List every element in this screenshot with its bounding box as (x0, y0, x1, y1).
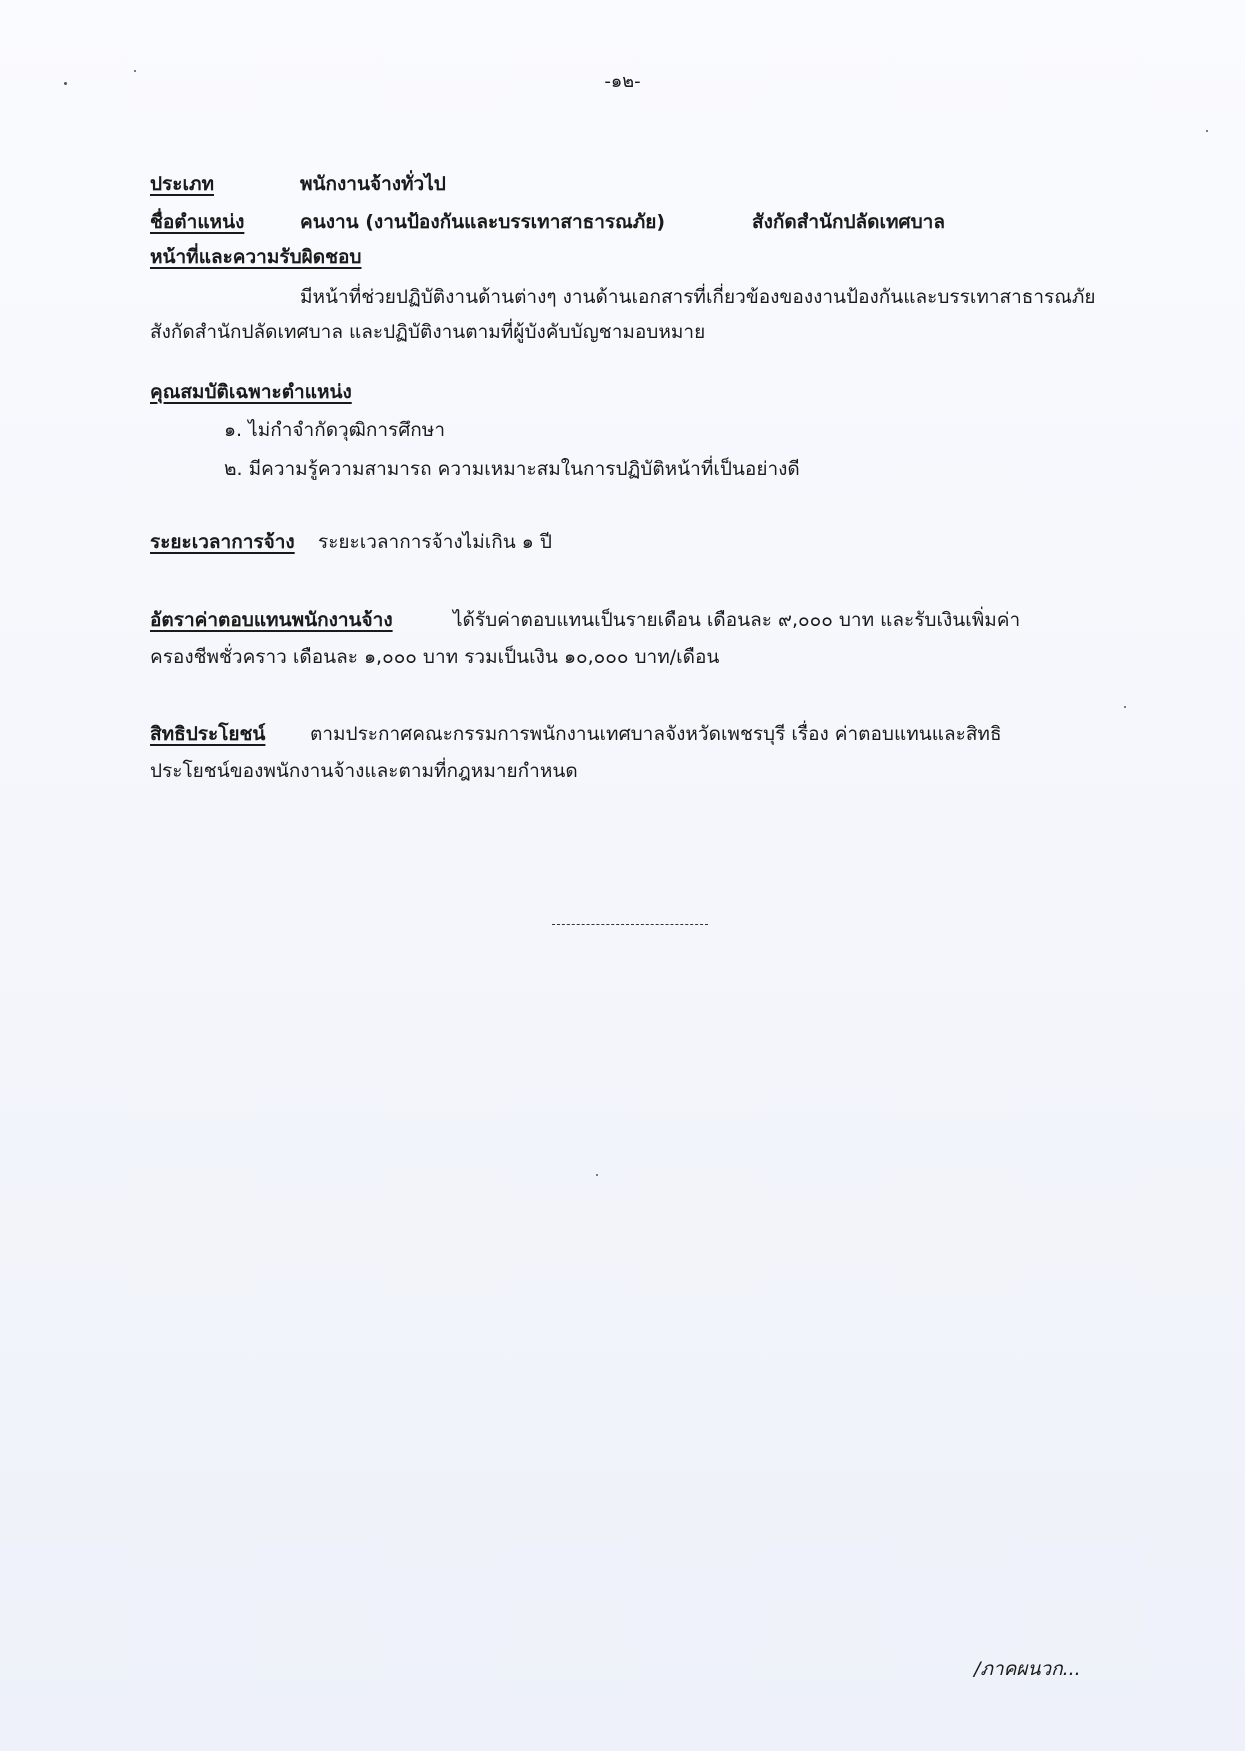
scan-speck (1124, 706, 1126, 708)
duration-text: ระยะเวลาการจ้างไม่เกิน ๑ ปี (318, 531, 552, 553)
scan-speck (596, 1174, 598, 1176)
duration-heading: ระยะเวลาการจ้าง (150, 531, 295, 553)
position-value: คนงาน (งานป้องกันและบรรเทาสาธารณภัย) (300, 211, 666, 233)
position-label: ชื่อตำแหน่ง (150, 211, 245, 233)
end-of-content-divider (552, 924, 708, 925)
compensation-line-1: ได้รับค่าตอบแทนเป็นรายเดือน เดือนละ ๙,๐๐๐ บาท และรับเงินเพิ่มค่า (453, 609, 1021, 631)
duties-heading: หน้าที่และความรับผิดชอบ (150, 246, 362, 268)
duties-line-2: สังกัดสำนักปลัดเทศบาล และปฏิบัติงานตามที่ผู้บังคับบัญชามอบหมาย (150, 321, 706, 343)
compensation-heading: อัตราค่าตอบแทนพนักงานจ้าง (150, 609, 393, 631)
qualifications-heading: คุณสมบัติเฉพาะตำแหน่ง (150, 381, 352, 403)
qualification-item: ๑. ไม่กำจำกัดวุฒิการศึกษา (224, 419, 446, 441)
qualification-item: ๒. มีความรู้ความสามารถ ความเหมาะสมในการปฏิบัติหน้าที่เป็นอย่างดี (224, 458, 800, 480)
scan-speck (1206, 130, 1208, 132)
duties-line-1: มีหน้าที่ช่วยปฏิบัติงานด้านต่างๆ งานด้านเอกสารที่เกี่ยวข้องของงานป้องกันและบรรเทาสาธารณภัย (300, 286, 1096, 308)
benefits-heading: สิทธิประโยชน์ (150, 723, 266, 745)
continuation-note: /ภาคผนวก... (974, 1658, 1081, 1680)
benefits-line-1: ตามประกาศคณะกรรมการพนักงานเทศบาลจังหวัดเพชรบุรี เรื่อง ค่าตอบแทนและสิทธิ (310, 723, 1002, 745)
type-label: ประเภท (150, 173, 215, 195)
page-number: -๑๒- (604, 71, 641, 92)
type-value: พนักงานจ้างทั่วไป (300, 173, 446, 195)
position-affiliation: สังกัดสำนักปลัดเทศบาล (752, 211, 945, 233)
compensation-line-2: ครองชีพชั่วคราว เดือนละ ๑,๐๐๐ บาท รวมเป็นเงิน ๑๐,๐๐๐ บาท/เดือน (150, 646, 720, 668)
benefits-line-2: ประโยชน์ของพนักงานจ้างและตามที่กฎหมายกำหนด (150, 760, 578, 782)
